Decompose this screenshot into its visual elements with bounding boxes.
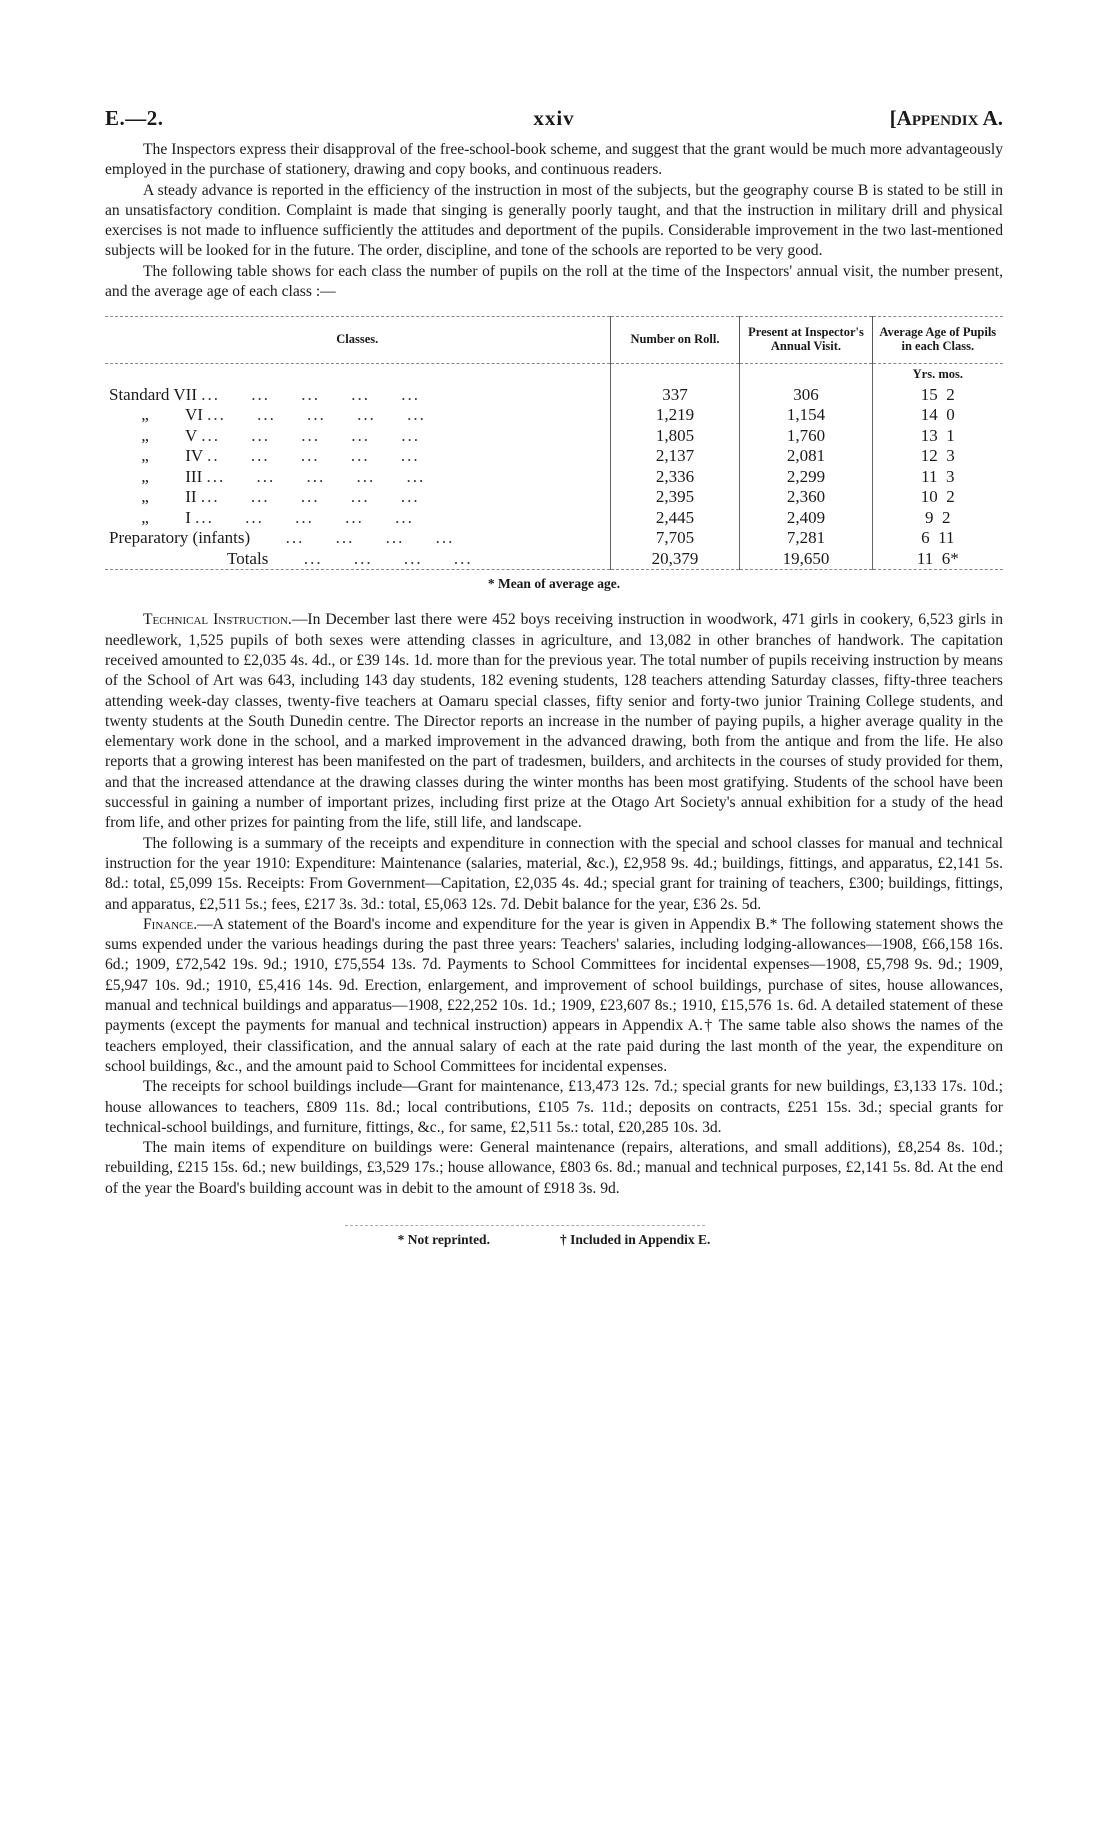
totals-age: 11 6* [872, 549, 1003, 570]
footnote-not-reprinted: * Not reprinted. [397, 1231, 490, 1247]
totals-roll: 20,379 [610, 549, 740, 570]
class-prefix: „ [141, 507, 149, 527]
table-row [105, 467, 1003, 488]
section-heading: Finance. [143, 915, 198, 933]
class-prefix: „ [141, 487, 149, 507]
age-value: 14 0 [872, 405, 1003, 426]
table-row [105, 487, 1003, 508]
age-value: 6 11 [872, 528, 1003, 549]
class-statistics-table [105, 316, 1003, 570]
header-classes: Classes. [105, 317, 610, 364]
table-row [105, 446, 1003, 467]
class-prefix: „ [141, 405, 149, 425]
class-label: Preparatory (infants) [109, 528, 251, 548]
roll-value: 1,805 [610, 426, 740, 447]
bottom-rule [345, 1225, 705, 1226]
roll-value: 2,336 [610, 467, 740, 488]
table-footnote: * Mean of average age. [487, 576, 621, 592]
paragraph-technical-instruction: Technical Instruction.—In December last there were 452 boys receiving instruction in woodwork, 471 girls in cookery, 6,523 girls in needlework, 1,525 pupils of both sexes were attending classes in agriculture, and 13,082 in other branches of handwork. The capitation received amounted to £2,035 4s. 4d., or £39 14s. 1d. more than for the previous year. The total number of pupils receiving instruction by means of the School of Art was 643, including 143 day students, 182 evening students, 128 teachers attending Saturday classes, fifty-three teachers attending week-day classes, twenty-five teachers at Oamaru special classes, fifty senior and forty-two junior Training College students, and twenty students at the South Dunedin centre. The Director reports an increase in the number of paying pupils, a higher average quality in the elementary work done in the school, and a marked improvement in the advanced drawing, both from the antique and from the life. He also reports that a growing interest has been manifested on the part of tradesmen, builders, and architects in the courses of study provided for them, and that the increased attendance at the drawing classes during the winter months has been most gratifying. Students of the school have been successful in gaining a number of important prizes, including first prize at the Otago Art Society's annual exhibition for a study of the head from life, and other prizes for painting from the life, still life, and landscape. [105, 611, 1003, 832]
page-footnotes [105, 1232, 1003, 1248]
class-label: V [184, 425, 197, 445]
table-row [105, 385, 1003, 406]
paragraph-technical-summary: The following is a summary of the receipts and expenditure in connection with the special and school classes for manual and technical instruction for the year 1910: Expenditure: Maintenance (salaries, material, &c.), £2,958 9s. 4d.; buildings, fittings, and apparatus, £2,141 5s. 8d.: total, £5,099 15s. Receipts: From Government—Capitation, £2,035 4s. 4d.; special grant for training of teachers, £300; buildings, fittings, and apparatus, £2,511 5s.; fees, £217 3s. 3d.: total, £5,063 12s. 7d. Debit balance for the year, £36 2s. 5d. [105, 834, 1003, 913]
leader-dots: ... ... ... ... ... [206, 466, 426, 486]
leader-dots: ... ... ... ... [272, 548, 473, 568]
age-value: 10 2 [872, 487, 1003, 508]
paragraph-efficiency: A steady advance is reported in the efficiency of the instruction in most of the subjects, but the geography course B is stated to be still in an unsatisfactory condition. Complaint is made that singing is generally poorly taught, and that the instruction in military drill and physical exercises is not made to influence sufficiently the attitudes and deportment of the pupils. Considerable improvement in the two last-mentioned subjects will be looked for in the future. The order, discipline, and tone of the schools are reported to be very good. [105, 181, 1003, 260]
roll-value: 2,445 [610, 508, 740, 529]
present-value: 2,409 [740, 508, 872, 529]
leader-dots: ... ... ... ... ... [207, 405, 426, 425]
class-prefix: „ [141, 466, 149, 486]
leader-dots: ... ... ... ... ... [201, 384, 420, 404]
table-row [105, 405, 1003, 426]
page-number: xxiv [533, 106, 575, 130]
page-header [105, 100, 1003, 140]
footnote-appendix-e: † Included in Appendix E. [559, 1231, 711, 1247]
appendix-label: [Appendix A. [889, 106, 1003, 130]
roll-value: 7,705 [610, 528, 740, 549]
header-average-age: Average Age of Pupils in each Class. [872, 317, 1003, 364]
leader-dots: ... ... ... ... ... [195, 507, 414, 527]
paragraph-building-expenditure: The main items of expenditure on buildings were: General maintenance (repairs, alterations, and small additions), £8,254 8s. 10d.; rebuilding, £215 15s. 6d.; new buildings, £3,529 17s.; house allowance, £803 6s. 8d.; manual and technical purposes, £2,141 5s. 8d. At the end of the year the Board's building account was in debit to the amount of £918 3s. 9d. [105, 1139, 1003, 1197]
paragraph-free-books: The Inspectors express their disapproval of the free-school-book scheme, and suggest that the grant would be much more advantageously employed in the purchase of stationery, drawing and copy books, and continuous readers. [105, 141, 1003, 179]
leader-dots: ... ... ... ... ... [201, 425, 420, 445]
class-label: VII [173, 384, 197, 404]
class-label: II [185, 487, 197, 507]
report-code: E.—2. [105, 106, 164, 130]
class-label: IV [185, 446, 203, 466]
units-row [105, 364, 1003, 385]
leader-dots: .. ... ... ... ... [207, 446, 420, 466]
class-label: VI [184, 405, 203, 425]
section-heading: Technical Instruction. [143, 611, 292, 629]
leader-dots: ... ... ... ... ... [200, 487, 420, 507]
class-prefix: Standard [109, 384, 170, 404]
roll-value: 2,137 [610, 446, 740, 467]
table-row [105, 528, 1003, 549]
table-header-row [105, 317, 1003, 364]
table-row [105, 508, 1003, 529]
present-value: 2,360 [740, 487, 872, 508]
paragraph-building-receipts: The receipts for school buildings include—Grant for maintenance, £13,473 12s. 7d.; special grants for new buildings, £3,133 17s. 10d.; house allowances to teachers, £809 11s. 8d.; local contributions, £105 7s. 11d.; deposits on contracts, £251 15s. 3d.; special grants for technical-school buildings, and furniture, fittings, &c., for same, £2,511 5s.: total, £20,285 10s. 3d. [105, 1078, 1003, 1136]
page [105, 100, 1003, 1248]
totals-label: Totals [227, 548, 269, 568]
age-value: 13 1 [872, 426, 1003, 447]
leader-dots: ... ... ... ... [254, 528, 455, 548]
header-roll: Number on Roll. [610, 317, 740, 364]
class-label: I [185, 507, 191, 527]
class-prefix: „ [141, 446, 149, 466]
roll-value: 2,395 [610, 487, 740, 508]
age-units: Yrs. mos. [872, 364, 1003, 385]
present-value: 7,281 [740, 528, 872, 549]
present-value: 2,081 [740, 446, 872, 467]
totals-present: 19,650 [740, 549, 872, 570]
present-value: 1,760 [740, 426, 872, 447]
age-value: 9 2 [872, 508, 1003, 529]
paragraph-finance: Finance.—A statement of the Board's income and expenditure for the year is given in Appendix B.* The following statement shows the sums expended under the various headings during the past three years: Teachers' salaries, including lodging-allowances—1908, £66,158 16s. 6d.; 1909, £72,542 19s. 9d.; 1910, £75,554 13s. 7d. Payments to School Committees for incidental expenses—1908, £5,798 9s. 9d.; 1909, £5,947 10s. 9d.; 1910, £5,416 14s. 9d. Erection, enlargement, and improvement of school buildings, purchase of sites, house allowances, manual and technical buildings and apparatus—1908, £22,252 10s. 1d.; 1909, £23,607 8s.; 1910, £15,576 1s. 6d. A detailed statement of these payments (except the payments for manual and technical instruction) appears in Appendix A.† The same table also shows the names of the teachers employed, their classification, and the annual salary of each at the rate paid during the last month of the year, the expenditure on school buildings, &c., and the amount paid to School Committees for incidental expenses. [105, 915, 1003, 1075]
table-row [105, 426, 1003, 447]
class-label: III [185, 466, 203, 486]
header-present: Present at Inspector's Annual Visit. [740, 317, 872, 364]
age-value: 11 3 [872, 467, 1003, 488]
age-value: 12 3 [872, 446, 1003, 467]
present-value: 1,154 [740, 405, 872, 426]
paragraph-table-intro: The following table shows for each class the number of pupils on the roll at the time of the Inspectors' annual visit, the number present, and the average age of each class :— [105, 262, 1003, 301]
totals-row [105, 549, 1003, 570]
class-prefix: „ [141, 425, 149, 445]
roll-value: 337 [610, 385, 740, 406]
age-value: 15 2 [872, 385, 1003, 406]
present-value: 306 [740, 385, 872, 406]
roll-value: 1,219 [610, 405, 740, 426]
present-value: 2,299 [740, 467, 872, 488]
